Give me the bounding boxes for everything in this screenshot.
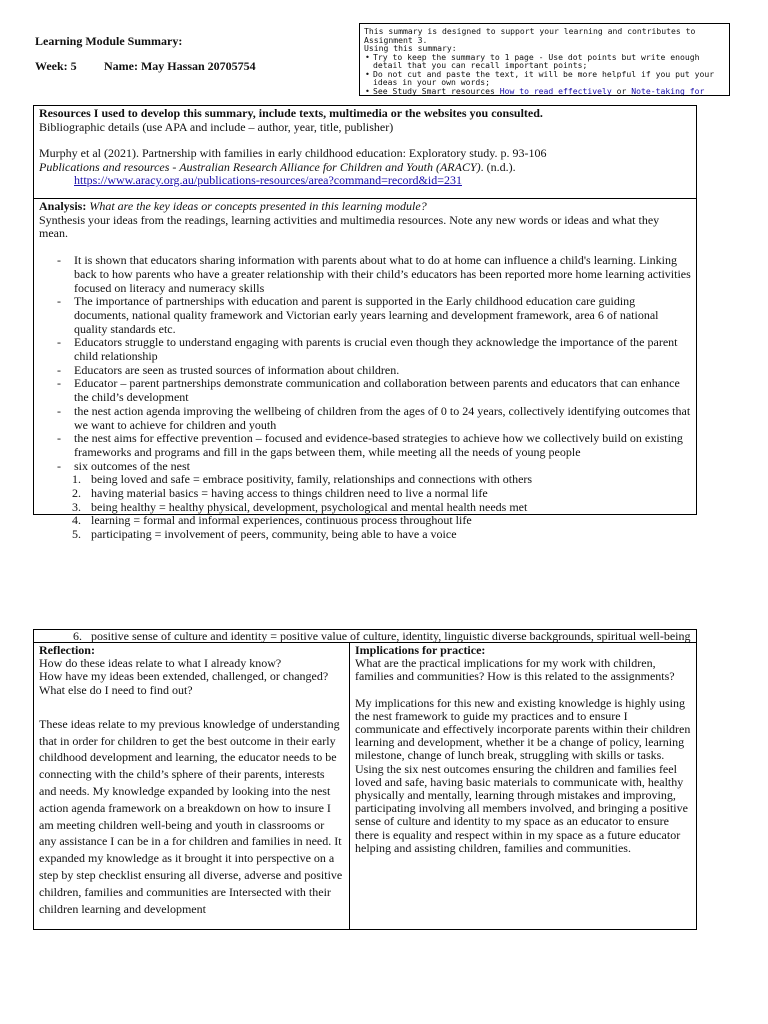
instructions-text: or (611, 85, 632, 96)
outcome-number: 5. (72, 527, 81, 542)
nest-outcome (72, 527, 691, 542)
aracy-link[interactable]: https://www.aracy.org.au/publications-resources/area?command=record&id=231 (74, 173, 462, 187)
analysis-section (34, 199, 696, 543)
outcome-number: 1. (72, 472, 81, 487)
implications-body: My implications for this new and existing knowledge is highly using the nest framework to guide my practices and to ensure I communicate and effectively incorporate parents within their children learning and development, whether it be a change of policy, learning milestone, change of lunch break, struggling with skills or tasks. Using the six nest outcomes ensuring the children and families feel loved and safe, having basic materials to communicate with, healthy physically and mentally, learning through mistakes and improving, participating involving all members involved, and bringing a positive sense of culture and identity to my space as an educator to ensure there is equality and respect within in my space as a future educator helping and assisting children, families and communities. (355, 695, 691, 855)
reflection-question: How have my ideas been extended, challenged, or changed? (39, 669, 329, 684)
instructions-item: • Do not cut and paste the text, it will be more helpful if you put your ideas in your own words; (373, 70, 725, 87)
instructions-item: • Try to keep the summary to 1 page - Use dot points but write enough detail that you can recall important points; (373, 53, 725, 70)
note-taking-link[interactable]: Note-taking for (631, 85, 705, 96)
implications-heading: Implications for practice: (355, 643, 486, 657)
instructions-line: This summary is designed to support your learning and contributes to Assignment 3. (364, 26, 696, 45)
outcome-number: 4. (72, 513, 81, 528)
resources-subheading: Bibliographic details (use APA and include – author, year, title, publisher) (39, 119, 394, 134)
outcome-number: 6. (73, 629, 82, 643)
reflection-section (34, 643, 350, 929)
instructions-list (364, 53, 725, 97)
instructions-line: Using this summary: (364, 43, 457, 53)
reference-aracy (39, 161, 691, 188)
key-idea: - Educators are seen as trusted sources of information about children. (74, 364, 691, 378)
key-idea: - Educators struggle to understand engaging with parents is crucial even though they acknowledge the importance of the parent child relationship (74, 336, 691, 363)
nest-outcome (72, 499, 691, 515)
resources-section (34, 106, 696, 199)
key-idea: - the nest action agenda improving the wellbeing of children from the ages of 0 to 24 years, collectively identifying outcomes that we want to achieve for children and youth (74, 405, 691, 432)
key-idea: - The importance of partnerships with education and parent is supported in the Early childhood education care guiding documents, national quality framework and Victorian early years learning and development framework, area 6 of national quality standards etc. (74, 295, 691, 336)
key-idea: - six outcomes of the nest (74, 460, 691, 474)
implications-question: What are the practical implications for my work with children, families and communities? How is this related to the assignments? (355, 656, 675, 684)
instructions-item (373, 87, 725, 97)
reflection-question: What else do I need to find out? (39, 682, 193, 697)
outcome-text: having material basics = having access to things children need to live a normal life (91, 486, 488, 501)
outcome-text: being healthy = healthy physical, development, psychological and mental health needs met (91, 499, 528, 514)
reflection-question: How do these ideas relate to what I already know? (39, 656, 282, 671)
nest-outcomes-list (39, 473, 691, 542)
reference-murphy: Murphy et al (2021). Partnership with families in early childhood education: Exploratory study. p. 93-106 (39, 146, 547, 160)
outcome-number: 3. (72, 499, 81, 514)
outcome-text: being loved and safe = embrace positivity, family, relationships and connections with others (91, 472, 533, 487)
key-ideas-list (39, 254, 691, 473)
outcome-number: 2. (72, 486, 81, 501)
module-summary-title: Learning Module Summary: (35, 34, 183, 48)
nest-outcome (72, 486, 691, 501)
how-to-read-link[interactable]: How to read effectively (499, 85, 612, 96)
nest-outcome (72, 513, 691, 528)
week-label: Week: 5 (35, 59, 77, 73)
key-idea: - It is shown that educators sharing information with parents about what to do at home can influence a child's learning. Linking back to how parents who have a greater relationship with their child’s educators has been reported more home learning activities focused on literacy and numeracy skills (74, 254, 691, 295)
nest-outcome (34, 630, 696, 643)
outcome-text: positive sense of culture and identity = positive value of culture, identity, linguistic diverse backgrounds, spiritual well-being (91, 629, 691, 643)
reflection-heading: Reflection: (39, 643, 95, 657)
outcome-text: participating = involvement of peers, community, being able to have a voice (91, 527, 457, 542)
nest-outcome (72, 472, 691, 487)
reference-date: . (n.d.). (480, 159, 516, 174)
resources-analysis-table (33, 105, 697, 542)
outcome-text: learning = formal and informal experiences, continuous process throughout life (91, 513, 472, 528)
analysis-question: What are the key ideas or concepts presented in this learning module? (89, 199, 427, 213)
reflection-body: These ideas relate to my previous knowledge of understanding that in order for children to get the best outcome in their early childhood development and learning, the educator needs to be connecting with the child’s sphere of their parents, interests and needs. My knowledge expanded by looking into the nest action agenda framework on a breakdown on how to insure I am meeting children well-being and youth in classrooms or any assistance I can be in a for children and families in need. It expanded my knowledge as it brought it into perspective on a step by step checklist ensuring all diverse, adverse and positive children, families and communities are Intersected with their children learning and development (39, 716, 343, 916)
reflection-implications-table (33, 629, 697, 930)
student-name: Name: May Hassan 20705754 (104, 59, 256, 73)
key-idea: - Educator – parent partnerships demonstrate communication and collaboration between parents and educators that can enhance the child’s development (74, 377, 691, 404)
resources-heading: Resources I used to develop this summary, include texts, multimedia or the websites you consulted. (39, 106, 543, 120)
implications-section (350, 643, 696, 929)
key-idea: - the nest aims for effective prevention – focused and evidence-based strategies to achieve how we collectively build on existing frameworks and programs and fill in the gaps between them, while meeting all the needs of young people (74, 432, 691, 459)
reference-title: Publications and resources - Australian Research Alliance for Children and Youth (ARACY) (39, 159, 481, 174)
instructions-box (359, 23, 730, 96)
instructions-text: See Study Smart resources (373, 85, 500, 96)
analysis-label: Analysis: (39, 199, 87, 213)
analysis-instruction: Synthesis your ideas from the readings, learning activities and multimedia resources. Note any new words or ideas and what they mean. (39, 212, 660, 241)
